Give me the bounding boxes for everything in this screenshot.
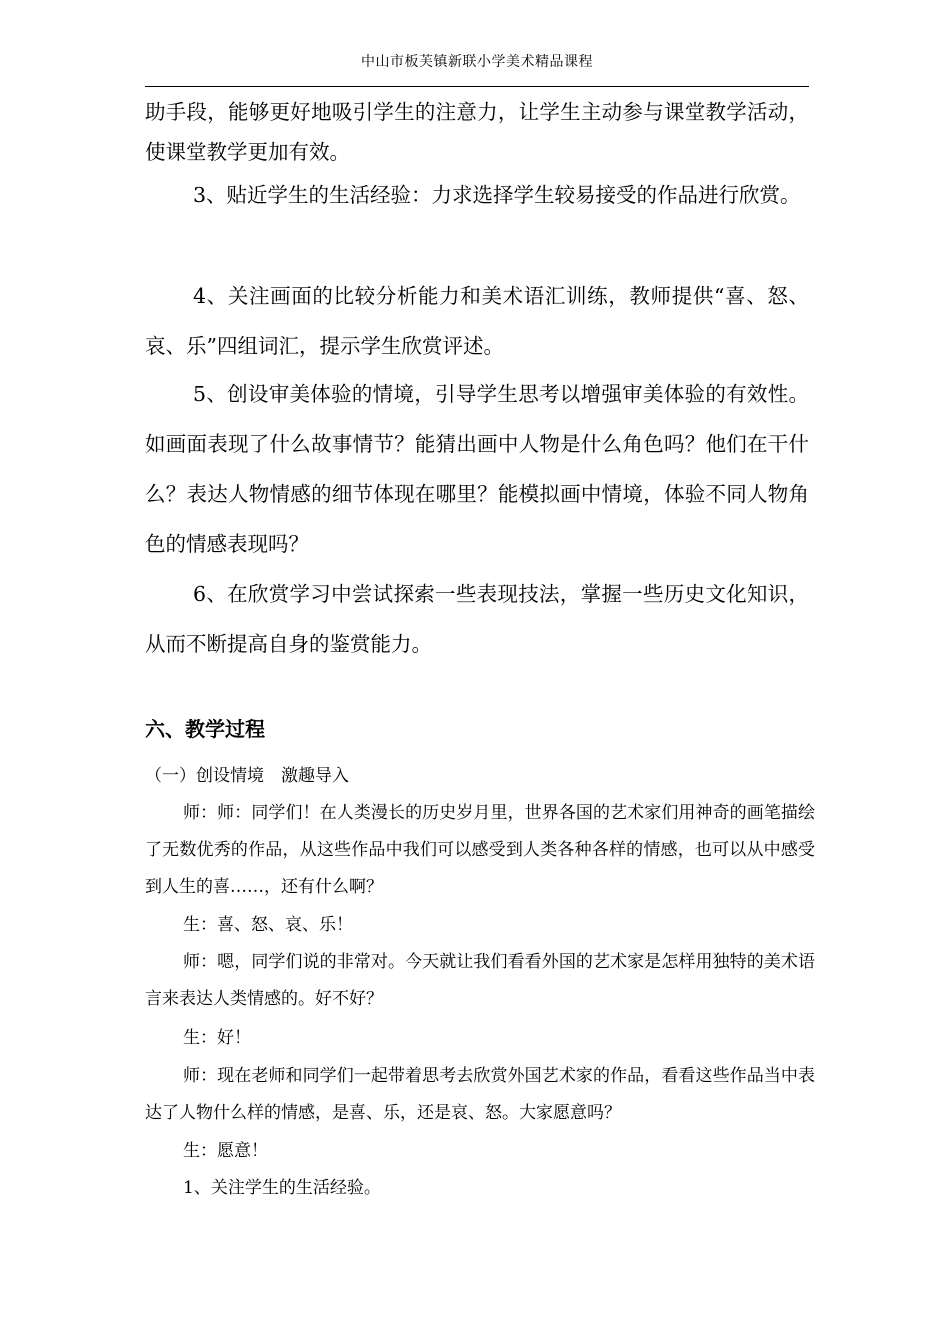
paragraph-continuation: 助手段，能够更好地吸引学生的注意力，让学生主动参与课堂教学活动，使课堂教学更加有效。 (145, 100, 809, 164)
dialogue-line: 生：喜、怒、哀、乐！ (183, 915, 353, 935)
header-divider (145, 86, 809, 87)
dialogue-line: 师：现在老师和同学们一起带着思考去欣赏外国艺术家的作品，看看这些作品当中表达了人物什么样的情感，是喜、乐，还是哀、怒。大家愿意吗？ (145, 1066, 815, 1123)
dialogue-line: 生：愿意！ (183, 1141, 268, 1161)
paragraph-item-5: 5、创设审美体验的情境，引导学生思考以增强审美体验的有效性。如画面表现了什么故事情节？能猜出画中人物是什么角色吗？他们在干什么？表达人物情感的细节体现在哪里？能模拟画中情境，体验不同人物角色的情感表现吗？ (145, 382, 809, 556)
paragraph-item-6: 6、在欣赏学习中尝试探索一些表现技法，掌握一些历史文化知识，从而不断提高自身的鉴赏能力。 (145, 582, 809, 656)
dialogue-line: 1、关注学生的生活经验。 (183, 1178, 381, 1198)
paragraph-item-3: 3、贴近学生的生活经验：力求选择学生较易接受的作品进行欣赏。 (193, 183, 801, 207)
dialogue-line: 师：师：同学们！在人类漫长的历史岁月里，世界各国的艺术家们用神奇的画笔描绘了无数优秀的作品，从这些作品中我们可以感受到人类各种各样的情感，也可以从中感受到人生的喜……，还有什么啊？ (145, 803, 815, 897)
dialogue-line: 师：嗯，同学们说的非常对。今天就让我们看看外国的艺术家是怎样用独特的美术语言来表达人类情感的。好不好？ (145, 952, 815, 1009)
page-header: 中山市板芙镇新联小学美术精品课程 (361, 54, 593, 70)
dialogue-line: 生：好！ (183, 1028, 251, 1048)
paragraph-item-4: 4、关注画面的比较分析能力和美术语汇训练，教师提供“喜、怒、哀、乐”四组词汇，提示学生欣赏评述。 (145, 284, 809, 358)
section-heading: 六、教学过程 (145, 717, 265, 741)
section-subheading: （一）创设情境 激趣导入 (145, 766, 349, 786)
